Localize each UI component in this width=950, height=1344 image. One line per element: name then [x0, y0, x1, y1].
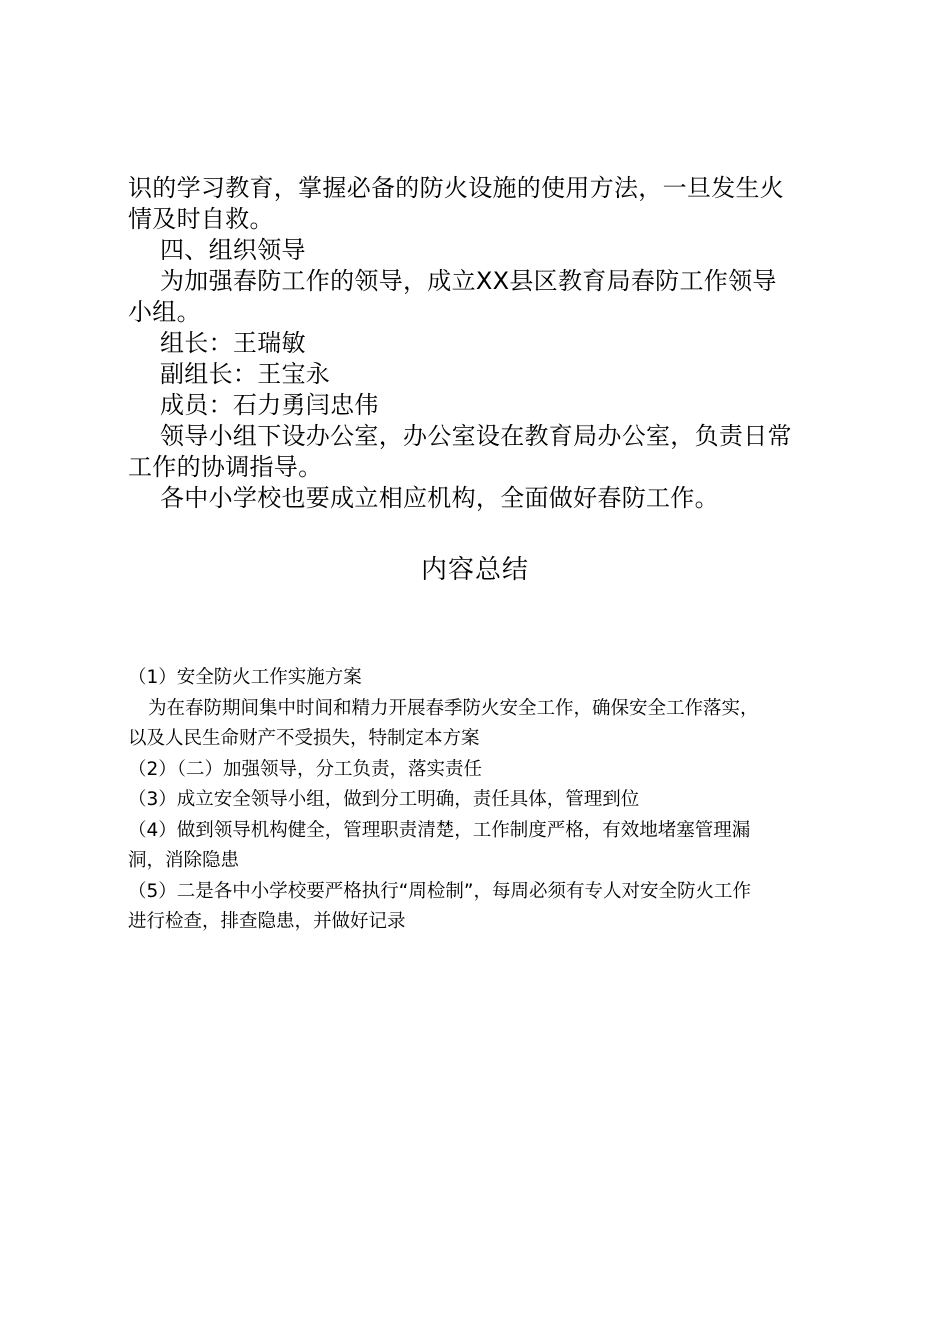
summary-item: （5）二是各中小学校要严格执行“周检制”，每周必须有专人对安全防火工作: [128, 880, 751, 902]
section-heading: 四、组织领导: [160, 236, 306, 264]
body-line: 各中小学校也要成立相应机构，全面做好春防工作。: [160, 484, 719, 512]
summary-item: （4）做到领导机构健全，管理职责清楚，工作制度严格，有效地堵塞管理漏: [128, 819, 751, 841]
body-line: 副组长：王宝永: [160, 360, 331, 388]
summary-item: 洞，消除隐患: [128, 850, 240, 871]
summary-item: （1）安全防火工作实施方案: [128, 667, 362, 688]
body-line: 小组。: [128, 298, 201, 326]
body-line: 情及时自救。: [128, 205, 274, 233]
body-line: 工作的协调指导。: [128, 453, 323, 481]
body-line: 识的学习教育，掌握必备的防火设施的使用方法，一旦发生火: [128, 174, 785, 202]
summary-item: （3）成立安全领导小组，做到分工明确，责任具体，管理到位: [128, 789, 640, 810]
summary-list: [128, 663, 838, 938]
summary-item: 以及人民生命财产不受损失，特制定本方案: [128, 728, 480, 749]
summary-title: 内容总结: [420, 555, 529, 585]
body-line: 领导小组下设办公室，办公室设在教育局办公室，负责日常: [160, 422, 792, 450]
body-line: 成员：石力勇闫忠伟: [160, 391, 379, 419]
summary-item: 为在春防期间集中时间和精力开展春季防火安全工作，确保安全工作落实，: [148, 697, 759, 719]
body-line: 组长：王瑞敏: [160, 329, 306, 357]
summary-item: （2）（二）加强领导，分工负责，落实责任: [128, 758, 483, 780]
body-text: [128, 173, 828, 514]
summary-item: 进行检查，排查隐患，并做好记录: [128, 911, 406, 932]
body-line: 为加强春防工作的领导，成立XX县区教育局春防工作领导: [160, 267, 777, 295]
